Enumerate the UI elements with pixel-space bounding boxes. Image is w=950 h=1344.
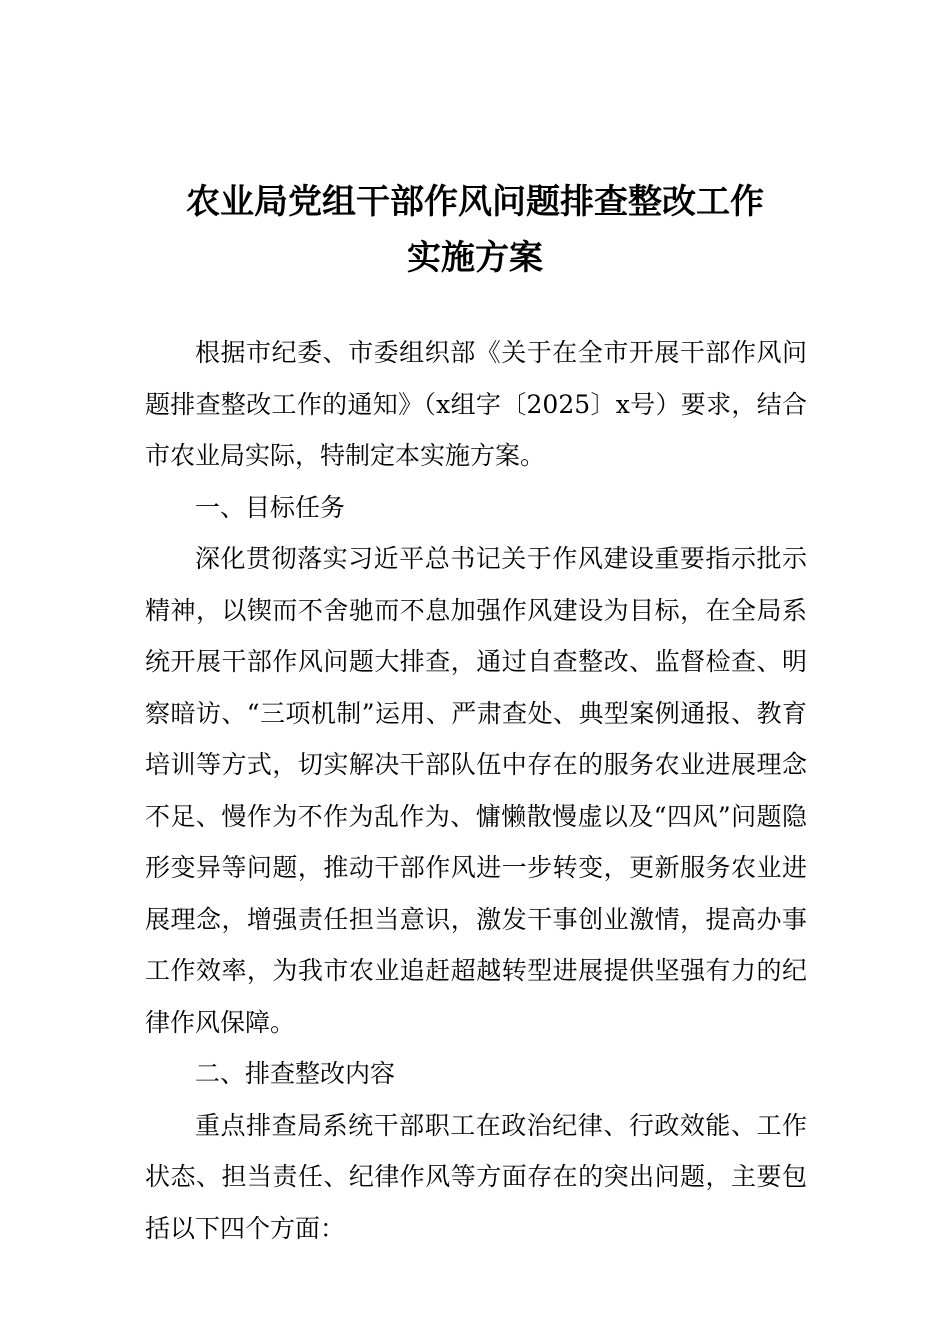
paragraph-content: 重点排查局系统干部职工在政治纪律、行政效能、工作状态、担当责任、纪律作风等方面存在的突出问题，主要包括以下四个方面： [145, 1110, 807, 1243]
title-line-1: 农业局党组干部作风问题排查整改工作 [186, 182, 764, 222]
document-title [0, 174, 950, 286]
section-heading-goals: 一、目标任务 [195, 492, 346, 522]
paragraph-goals: 深化贯彻落实习近平总书记关于作风建设重要指示批示精神，以锲而不舍驰而不息加强作风建设为目标，在全局系统开展干部作风问题大排查，通过自查整改、监督检查、明察暗访、“三项机制”运用、严肃查处、典型案例通报、教育培训等方式，切实解决干部队伍中存在的服务农业进展理念不足、慢作为不作为乱作为、慵懒散慢虚以及“四风”问题隐形变异等问题，推动干部作风进一步转变，更新服务农业进展理念，增强责任担当意识，激发干事创业激情，提高办事工作效率，为我市农业追赶超越转型进展提供坚强有力的纪律作风保障。 [145, 544, 807, 1037]
paragraph-basis: 根据市纪委、市委组织部《关于在全市开展干部作风问题排查整改工作的通知》（x组字〔2025〕x号）要求，结合市农业局实际，特制定本实施方案。 [145, 338, 807, 470]
section-heading-content: 二、排查整改内容 [195, 1059, 396, 1088]
document-body [145, 327, 807, 1254]
title-line-2: 实施方案 [407, 238, 543, 278]
